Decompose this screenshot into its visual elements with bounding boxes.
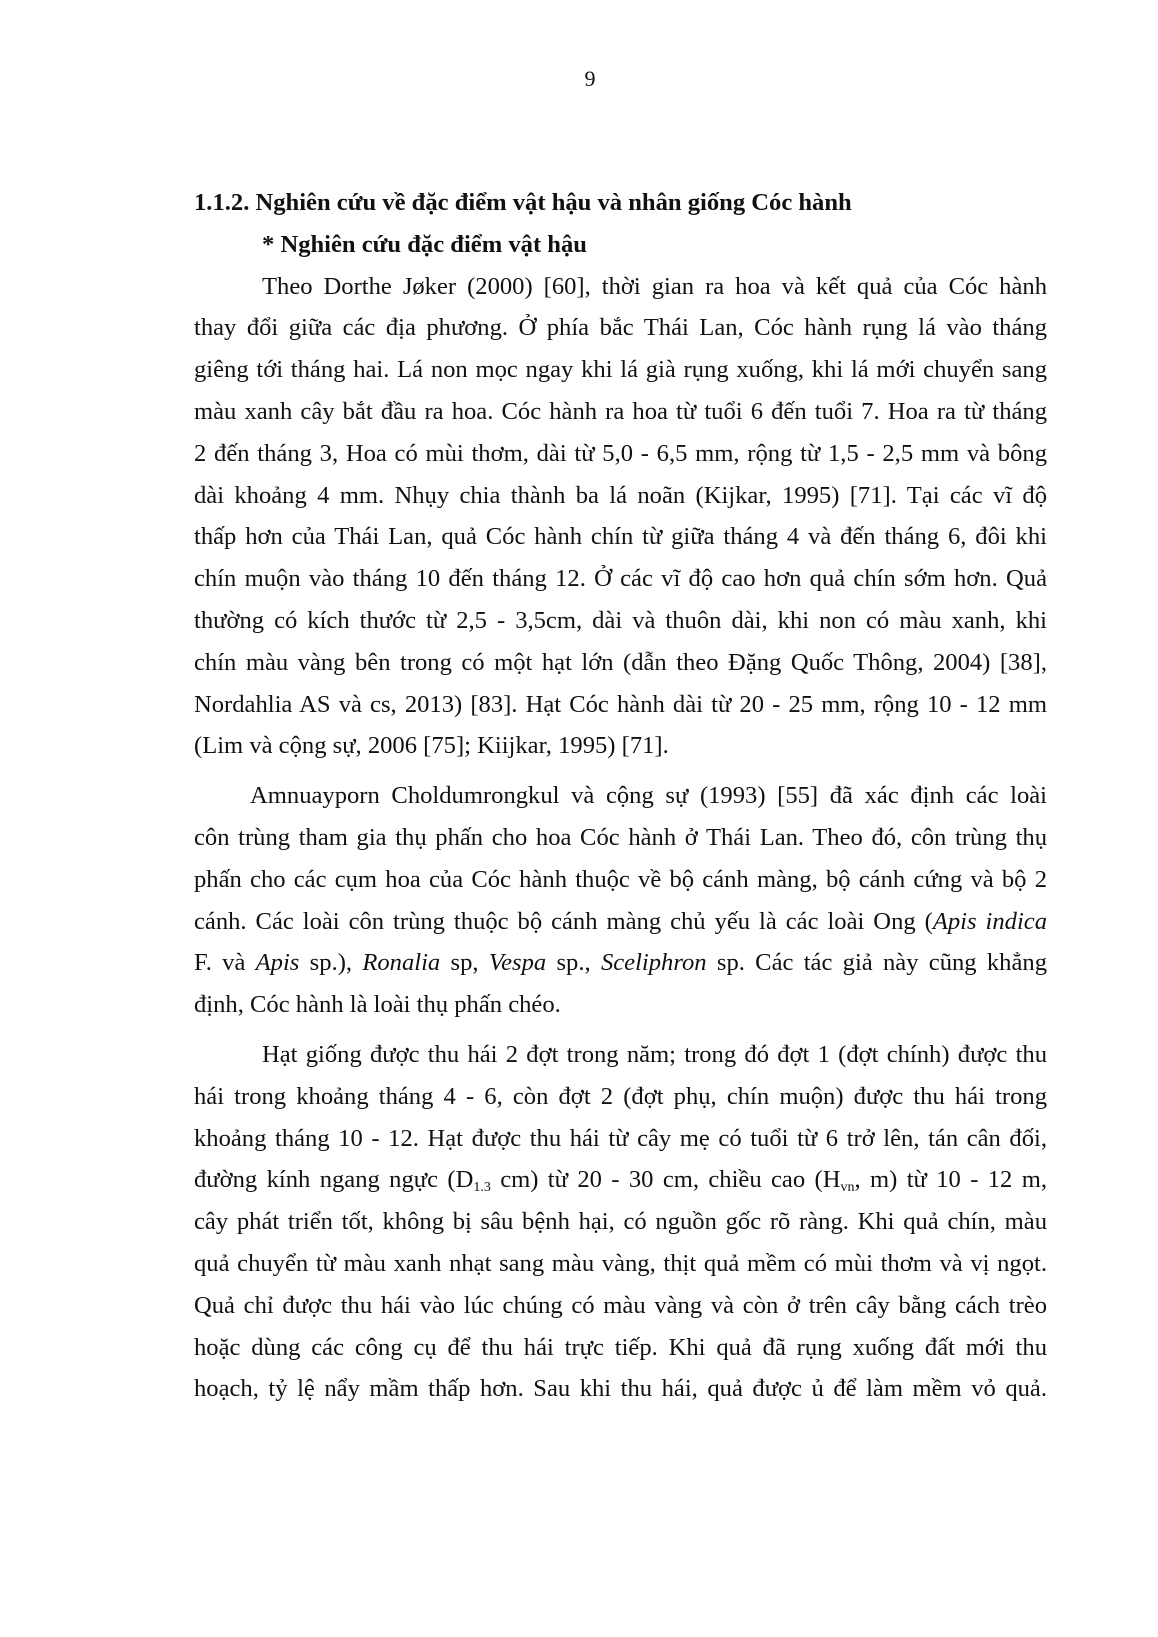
text-line: phấn cho các cụm hoa của Cóc hành thuộc về bộ cánh màng, bộ cánh cứng và bộ 2 <box>194 865 1047 893</box>
text-line: khoảng tháng 10 - 12. Hạt được thu hái từ cây mẹ có tuổi từ 6 trở lên, tán cân đối, <box>194 1124 1047 1152</box>
paragraph-pollination <box>194 775 1047 1026</box>
text-line <box>194 942 1047 984</box>
page-number: 9 <box>584 66 596 91</box>
subsection-heading: * Nghiên cứu đặc điểm vật hậu <box>262 230 587 258</box>
text-run: sp, <box>440 949 489 977</box>
text-line: Theo Dorthe Jøker (2000) [60], thời gian ra hoa và kết quả của Cóc hành <box>262 272 1047 300</box>
text-line: Hạt giống được thu hái 2 đợt trong năm; trong đó đợt 1 (đợt chính) được thu <box>262 1040 1047 1068</box>
text-line: côn trùng tham gia thụ phấn cho hoa Cóc hành ở Thái Lan. Theo đó, côn trùng thụ <box>194 823 1047 851</box>
text-line: hoặc dùng các công cụ để thu hái trực tiếp. Khi quả đã rụng xuống đất mới thu <box>194 1333 1047 1361</box>
text-run: F. và <box>194 949 256 977</box>
text-run: sp. Các tác giả này cũng khẳng <box>706 949 1047 977</box>
species-name: Vespa <box>488 949 547 977</box>
text-line <box>194 1159 1047 1201</box>
text-line: giêng tới tháng hai. Lá non mọc ngay khi lá già rụng xuống, khi lá mới chuyển sang <box>194 356 1047 384</box>
text-line: hái trong khoảng tháng 4 - 6, còn đợt 2 (đợt phụ, chín muộn) được thu hái trong <box>194 1082 1047 1110</box>
subscript: 1.3 <box>473 1180 491 1196</box>
text-line: 2 đến tháng 3, Hoa có mùi thơm, dài từ 5,0 - 6,5 mm, rộng từ 1,5 - 2,5 mm và bông <box>194 439 1047 467</box>
text-line: màu xanh cây bắt đầu ra hoa. Cóc hành ra hoa từ tuổi 6 đến tuổi 7. Hoa ra từ tháng <box>194 397 1047 425</box>
text-line: thường có kích thước từ 2,5 - 3,5cm, dài và thuôn dài, khi non có màu xanh, khi <box>194 606 1047 634</box>
text-line: dài khoảng 4 mm. Nhụy chia thành ba lá noãn (Kijkar, 1995) [71]. Tại các vĩ độ <box>194 481 1047 509</box>
text-line: Nordahlia AS và cs, 2013) [83]. Hạt Cóc hành dài từ 20 - 25 mm, rộng 10 - 12 mm <box>194 690 1047 718</box>
text-line: hoạch, tỷ lệ nẩy mầm thấp hơn. Sau khi thu hái, quả được ủ để làm mềm vỏ quả. <box>194 1375 1047 1403</box>
text-run: , m) từ 10 - 12 m, <box>854 1166 1047 1194</box>
text-line: chín muộn vào tháng 10 đến tháng 12. Ở các vĩ độ cao hơn quả chín sớm hơn. Quả <box>194 565 1047 593</box>
text-run: cánh. Các loài côn trùng thuộc bộ cánh màng chủ yếu là các loài Ong ( <box>194 907 933 935</box>
document-body <box>194 182 1047 1410</box>
species-name: Apis <box>255 949 300 977</box>
species-name: Ronalia <box>362 949 441 977</box>
text-run: đường kính ngang ngực (D <box>194 1166 474 1194</box>
text-line: thấp hơn của Thái Lan, quả Cóc hành chín từ giữa tháng 4 và đến tháng 6, đôi khi <box>194 523 1047 551</box>
text-run: sp., <box>546 949 601 977</box>
species-name: Apis indica <box>932 907 1047 935</box>
text-line: chín màu vàng bên trong có một hạt lớn (dẫn theo Đặng Quốc Thông, 2004) [38], <box>194 648 1047 676</box>
text-line: Quả chỉ được thu hái vào lúc chúng có màu vàng và còn ở trên cây bằng cách trèo <box>194 1291 1047 1319</box>
paragraph-phenology <box>194 266 1047 768</box>
paragraph-seed-collection <box>194 1034 1047 1410</box>
section-heading: 1.1.2. Nghiên cứu về đặc điểm vật hậu và nhân giống Cóc hành <box>194 189 852 216</box>
text-line <box>194 901 1047 943</box>
text-line: quả chuyển từ màu xanh nhạt sang màu vàng, thịt quả mềm có mùi thơm và vị ngọt. <box>194 1249 1047 1277</box>
text-run: sp.), <box>299 949 363 977</box>
text-line: cây phát triển tốt, không bị sâu bệnh hại, có nguồn gốc rõ ràng. Khi quả chín, màu <box>194 1208 1047 1236</box>
subscript: vn <box>840 1180 855 1196</box>
text-line: (Lim và cộng sự, 2006 [75]; Kiijkar, 1995) [71]. <box>194 732 669 760</box>
species-name: Sceliphron <box>600 949 707 977</box>
text-line: Amnuayporn Choldumrongkul và cộng sự (1993) [55] đã xác định các loài <box>250 782 1047 810</box>
text-run: cm) từ 20 - 30 cm, chiều cao (H <box>490 1166 841 1194</box>
text-line: thay đổi giữa các địa phương. Ở phía bắc Thái Lan, Cóc hành rụng lá vào tháng <box>194 314 1047 342</box>
text-line: định, Cóc hành là loài thụ phấn chéo. <box>194 991 561 1019</box>
